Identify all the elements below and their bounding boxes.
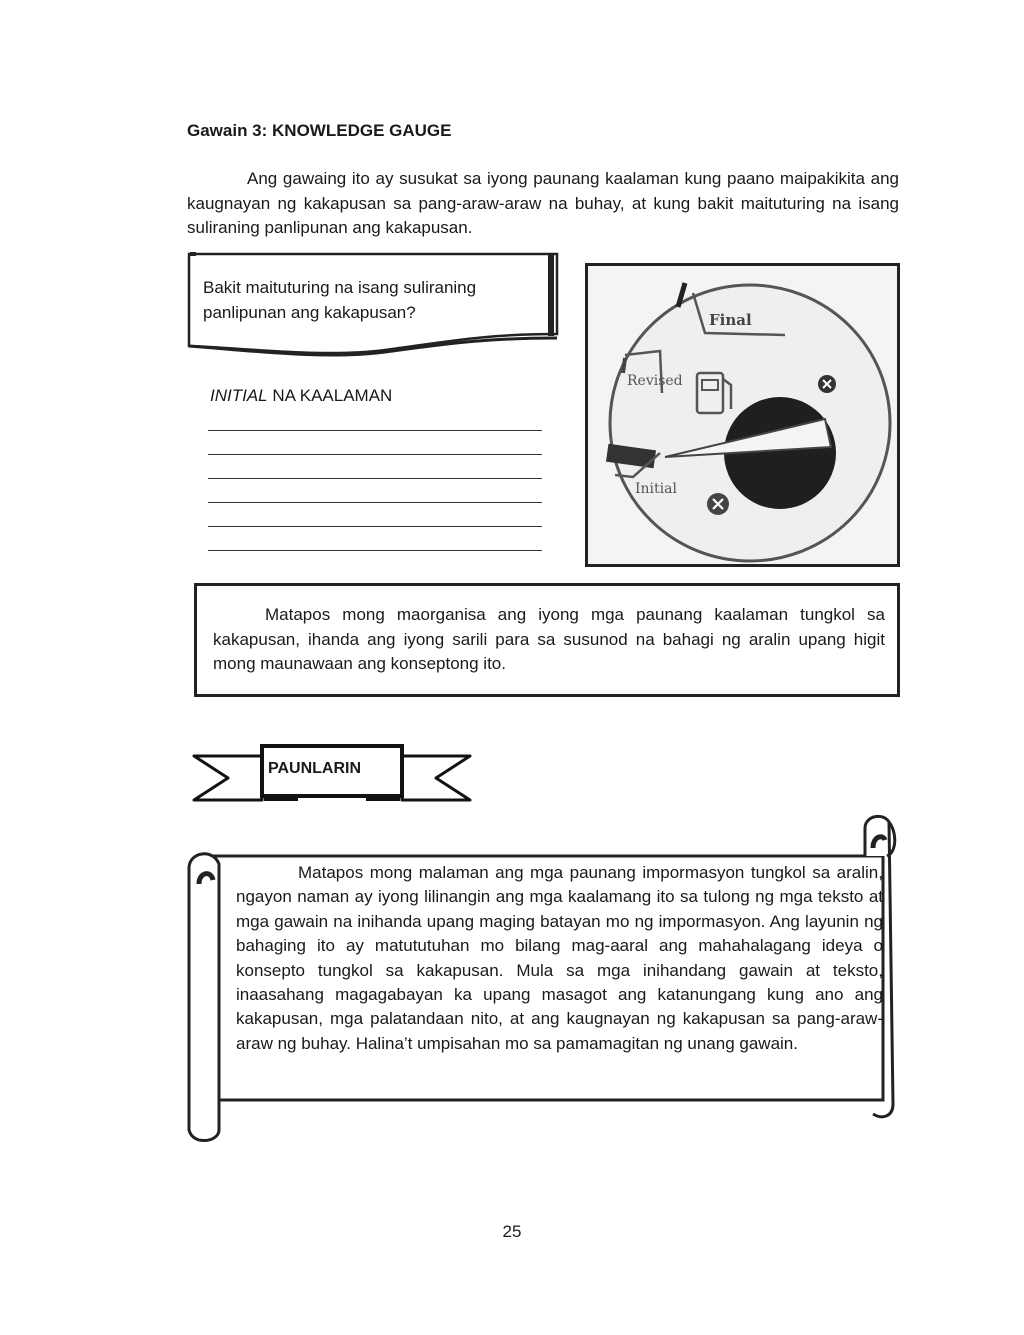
scroll-paragraph: [236, 861, 883, 1056]
gauge-label-final: Final: [709, 311, 752, 329]
gauge-label-revised: Revised: [627, 373, 683, 389]
scroll-text: Matapos mong malaman ang mga paunang impormasyon tungkol sa aralin, ngayon naman ay iyong lilinangin ang mga kaalamang ito sa tulong ng mga teksto at mga gawain na inihanda upang maging batayan mo ng impormasyon. Ang layunin ng bahaging ito ay matututuhan mo bilang mag-aaral ang mahahalagang ideya o konsepto tungkol sa kakapusan. Mula sa mga inihandang gawain at teksto, inaasahang magagabayan ka upang masagot ang katanungang kung ano ang kakapusan, mga palatandaan nito, at ang kaugnayan ng kakapusan sa pang-araw-araw ng buhay. Halina’t umpisahan mo sa pamamagitan ng unang gawain.: [236, 863, 883, 1053]
initial-label-italic: INITIAL: [210, 386, 268, 405]
note-text: Matapos mong maorganisa ang iyong mga paunang kaalaman tungkol sa kakapusan, ihanda ang iyong sarili para sa susunod na bahagi ng aralin upang higit mong maunawaan ang konseptong ito.: [213, 605, 885, 673]
knowledge-gauge-picture: [585, 263, 900, 567]
gauge-label-initial: Initial: [635, 481, 677, 497]
intro-text: Ang gawaing ito ay susukat sa iyong paunang kaalaman kung paano maipakikita ang kaugnayan ng kakapusan sa pang-araw-araw na buhay, at kung bakit maituturing na isang suliraning panlipunan ang kakapusan.: [187, 169, 899, 237]
initial-label: [210, 386, 392, 406]
x-circle-icon: [818, 375, 836, 393]
section-heading: Gawain 3: KNOWLEDGE GAUGE: [187, 121, 452, 140]
answer-line: [208, 526, 542, 527]
answer-line: [208, 454, 542, 455]
x-circle-icon: [707, 493, 729, 515]
answer-line: [208, 550, 542, 551]
question-text: Bakit maituturing na isang suliraning panlipunan ang kakapusan?: [203, 278, 477, 322]
answer-line: [208, 430, 542, 431]
note-paragraph: [213, 603, 885, 677]
paunlarin-label: PAUNLARIN: [268, 760, 362, 777]
initial-label-rest: NA KAALAMAN: [267, 386, 393, 405]
page-number: 25: [502, 1222, 522, 1241]
answer-line: [208, 502, 542, 503]
answer-line: [208, 478, 542, 479]
intro-paragraph: [187, 167, 899, 241]
